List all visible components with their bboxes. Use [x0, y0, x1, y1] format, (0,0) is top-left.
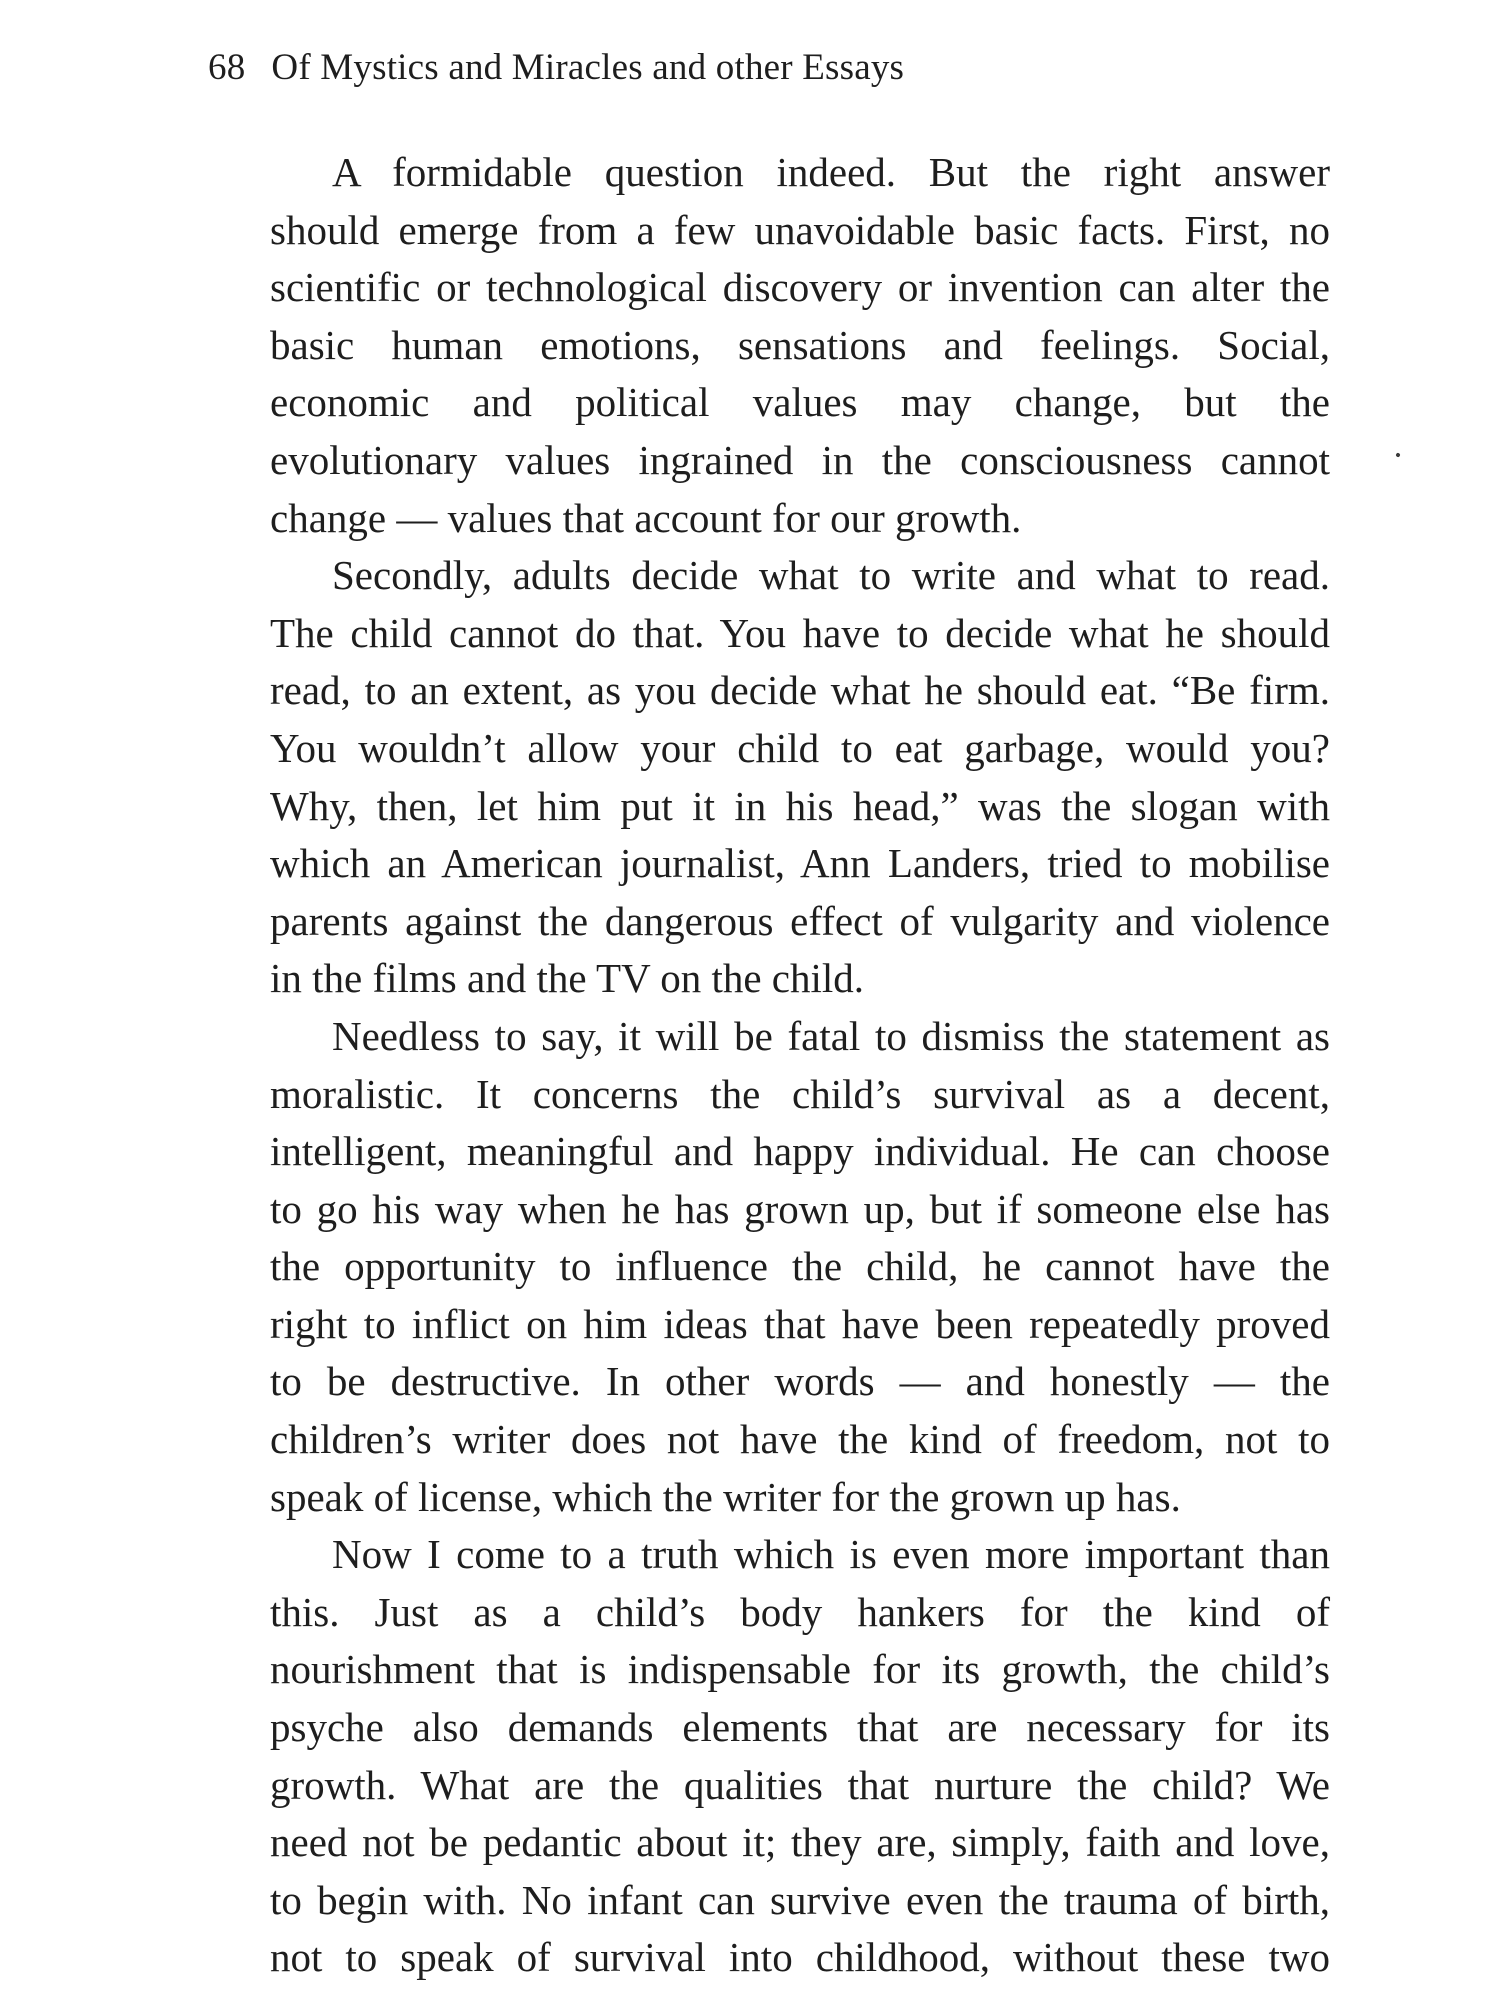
text-line: to begin with. No infant can survive even the trauma of birth,: [270, 1876, 1330, 1923]
text-line: right to inflict on him ideas that have been repeatedly proved: [270, 1300, 1330, 1347]
text-line: intelligent, meaningful and happy individual. He can choose: [270, 1128, 1330, 1175]
text-line: which an American journalist, Ann Landers, tried to mobilise: [270, 840, 1330, 887]
text-line: to be destructive. In other words — and honestly — the: [270, 1358, 1330, 1405]
text-line: change — values that account for our growth.: [270, 494, 1022, 541]
text-line: evolutionary values ingrained in the consciousness cannot: [270, 436, 1330, 483]
text-line: You wouldn’t allow your child to eat garbage, would you?: [270, 724, 1330, 771]
text-line: Why, then, let him put it in his head,” was the slogan with: [270, 782, 1330, 829]
text-line: economic and political values may change, but the: [270, 379, 1330, 426]
text-line: moralistic. It concerns the child’s survival as a decent,: [270, 1070, 1330, 1117]
text-line: scientific or technological discovery or invention can alter the: [270, 264, 1330, 311]
text-line: basic human emotions, sensations and feelings. Social,: [270, 321, 1330, 368]
text-line: children’s writer does not have the kind of freedom, not to: [270, 1416, 1330, 1463]
paragraph-1: [208, 144, 1330, 547]
text-line: A formidable question indeed. But the right answer: [332, 149, 1330, 195]
text-line: parents against the dangerous effect of vulgarity and violence: [270, 897, 1330, 944]
paragraph-2: [208, 547, 1330, 1008]
text-line: psyche also demands elements that are necessary for its: [270, 1704, 1330, 1751]
body-text: [208, 144, 1330, 1987]
page-number: 68: [208, 47, 246, 88]
running-head: [208, 44, 1330, 92]
text-line: this. Just as a child’s body hankers for the kind of: [270, 1588, 1330, 1635]
text-line: nourishment that is indispensable for its growth, the child’s: [270, 1646, 1330, 1693]
text-line: read, to an extent, as you decide what he should eat. “Be firm.: [270, 667, 1330, 714]
book-page: [208, 44, 1330, 1987]
text-line: The child cannot do that. You have to decide what he should: [270, 609, 1330, 656]
paragraph-4: [208, 1526, 1330, 1987]
text-line: Now I come to a truth which is even more important than: [332, 1531, 1330, 1578]
text-line: in the films and the TV on the child.: [270, 955, 865, 1002]
margin-speck: [1395, 452, 1400, 457]
text-line: need not be pedantic about it; they are, simply, faith and love,: [270, 1819, 1330, 1866]
text-line: to go his way when he has grown up, but if someone else has: [270, 1185, 1330, 1232]
text-line: Needless to say, it will be fatal to dismiss the statement as: [332, 1012, 1330, 1059]
text-line: speak of license, which the writer for the grown up has.: [270, 1473, 1181, 1520]
text-line: should emerge from a few unavoidable basic facts. First, no: [270, 206, 1330, 253]
text-line: not to speak of survival into childhood, without these two: [270, 1934, 1330, 1981]
book-title: Of Mystics and Miracles and other Essays: [271, 47, 905, 88]
text-line: the opportunity to influence the child, he cannot have the: [270, 1243, 1330, 1290]
text-line: growth. What are the qualities that nurture the child? We: [270, 1761, 1330, 1808]
paragraph-3: [208, 1008, 1330, 1526]
text-line: Secondly, adults decide what to write and what to read.: [332, 552, 1330, 599]
